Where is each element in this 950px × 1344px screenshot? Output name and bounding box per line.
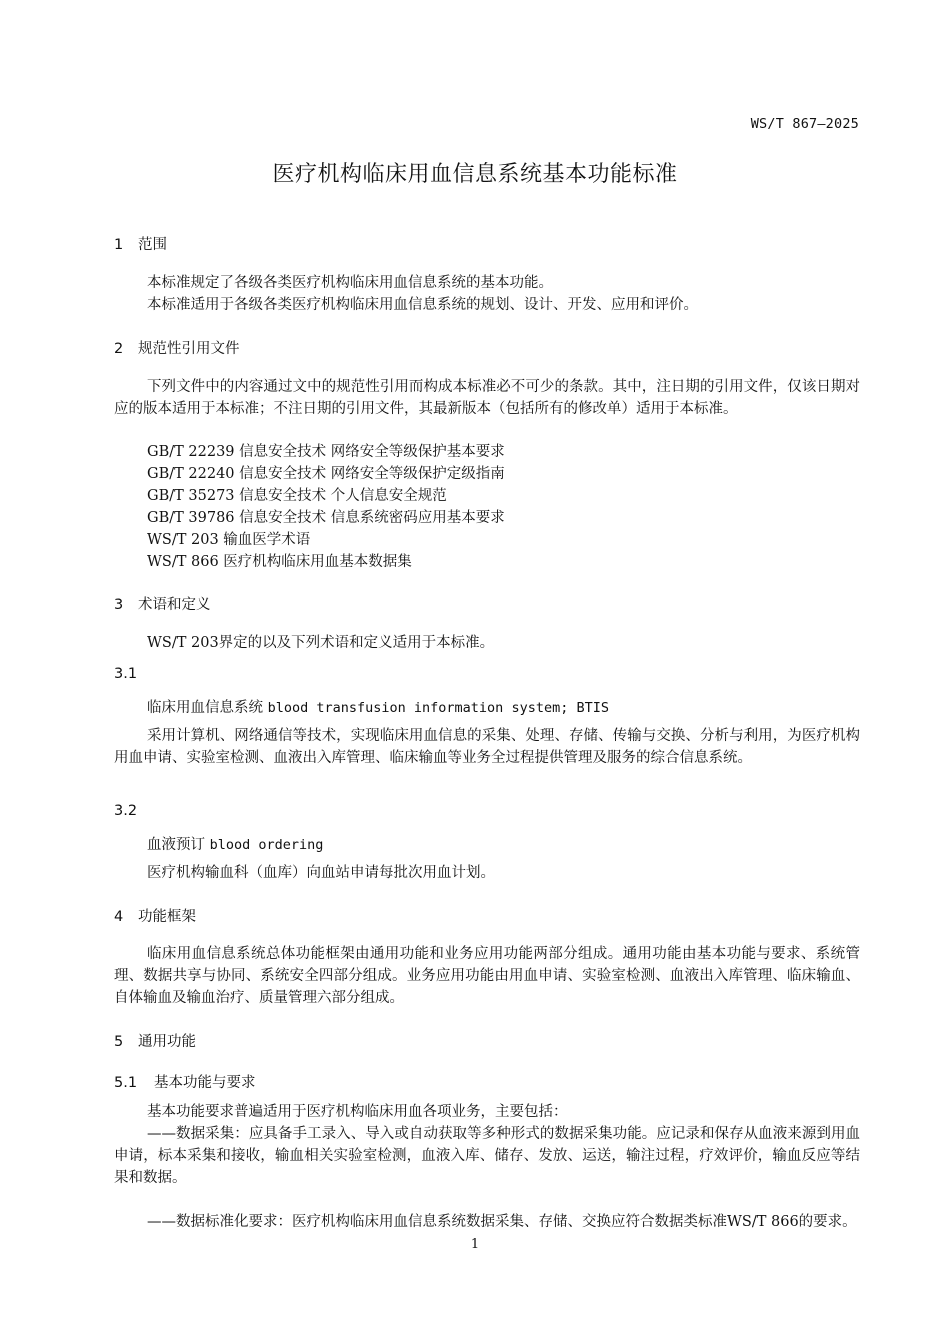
section-number: 1	[114, 237, 124, 253]
page-title: 医疗机构临床用血信息系统基本功能标准	[272, 162, 678, 187]
section-5-heading	[114, 1030, 196, 1051]
subsection-number: 5.1	[114, 1075, 138, 1091]
term-zh: 血液预订	[147, 837, 205, 853]
section-4-heading	[114, 905, 196, 926]
term-definition: 医疗机构输血科（血库）向血站申请每批次用血计划。	[147, 865, 495, 881]
section-2-heading	[114, 337, 240, 358]
subsection-title: 基本功能与要求	[154, 1075, 256, 1091]
paragraph: ——数据采集：应具备手工录入、导入或自动获取等多种形式的数据采集功能。应记录和保存从血液来源到用血申请，标本采集和接收，输血相关实验室检测，血液入库、储存、发放、运送，输注过程，疗效评价，输血反应等结果和数据。	[114, 1126, 860, 1186]
term-entry	[147, 833, 323, 854]
section-number: 2	[114, 341, 124, 357]
term-definition: 采用计算机、网络通信等技术，实现临床用血信息的采集、处理、存储、传输与交换、分析与利用，为医疗机构用血申请、实验室检测、血液出入库管理、临床输血等业务全过程提供管理及服务的综合信息系统。	[114, 728, 860, 766]
section-title: 功能框架	[138, 909, 196, 925]
term-number: 3.2	[114, 803, 138, 819]
page-number: 1	[470, 1237, 480, 1252]
paragraph: 基本功能要求普遍适用于医疗机构临床用血各项业务，主要包括：	[147, 1104, 568, 1120]
paragraph: ——数据标准化要求：医疗机构临床用血信息系统数据采集、存储、交换应符合数据类标准WS/T 866的要求。	[147, 1214, 857, 1230]
reference-item: GB/T 22239 信息安全技术 网络安全等级保护基本要求	[147, 444, 505, 460]
section-title: 通用功能	[138, 1034, 196, 1050]
term-zh: 临床用血信息系统	[147, 700, 263, 716]
section-3-heading	[114, 593, 211, 614]
section-title: 规范性引用文件	[138, 341, 240, 357]
reference-item: GB/T 39786 信息安全技术 信息系统密码应用基本要求	[147, 510, 505, 526]
paragraph: 本标准规定了各级各类医疗机构临床用血信息系统的基本功能。	[147, 275, 553, 291]
reference-item: GB/T 35273 信息安全技术 个人信息安全规范	[147, 488, 447, 504]
section-number: 3	[114, 597, 124, 613]
term-en: blood transfusion information system; BTIS	[267, 700, 609, 716]
term-en: blood ordering	[209, 837, 324, 853]
document-code: WS/T 867—2025	[750, 116, 859, 132]
section-1-heading	[114, 233, 167, 254]
section-number: 5	[114, 1034, 124, 1050]
reference-item: WS/T 203 输血医学术语	[147, 532, 311, 548]
reference-item: GB/T 22240 信息安全技术 网络安全等级保护定级指南	[147, 466, 505, 482]
paragraph: 临床用血信息系统总体功能框架由通用功能和业务应用功能两部分组成。通用功能由基本功能与要求、系统管理、数据共享与协同、系统安全四部分组成。业务应用功能由用血申请、实验室检测、血液出入库管理、临床输血、自体输血及输血治疗、质量管理六部分组成。	[114, 946, 860, 1006]
term-entry	[147, 696, 609, 717]
section-title: 范围	[138, 237, 167, 253]
paragraph: WS/T 203界定的以及下列术语和定义适用于本标准。	[147, 635, 495, 651]
paragraph: 本标准适用于各级各类医疗机构临床用血信息系统的规划、设计、开发、应用和评价。	[147, 297, 698, 313]
section-title: 术语和定义	[138, 597, 211, 613]
section-number: 4	[114, 909, 124, 925]
paragraph: 下列文件中的内容通过文中的规范性引用而构成本标准必不可少的条款。其中，注日期的引用文件，仅该日期对应的版本适用于本标准；不注日期的引用文件，其最新版本（包括所有的修改单）适用于本标准。	[114, 379, 860, 417]
subsection-5-1-heading	[114, 1071, 256, 1092]
term-number: 3.1	[114, 666, 138, 682]
reference-item: WS/T 866 医疗机构临床用血基本数据集	[147, 554, 412, 570]
